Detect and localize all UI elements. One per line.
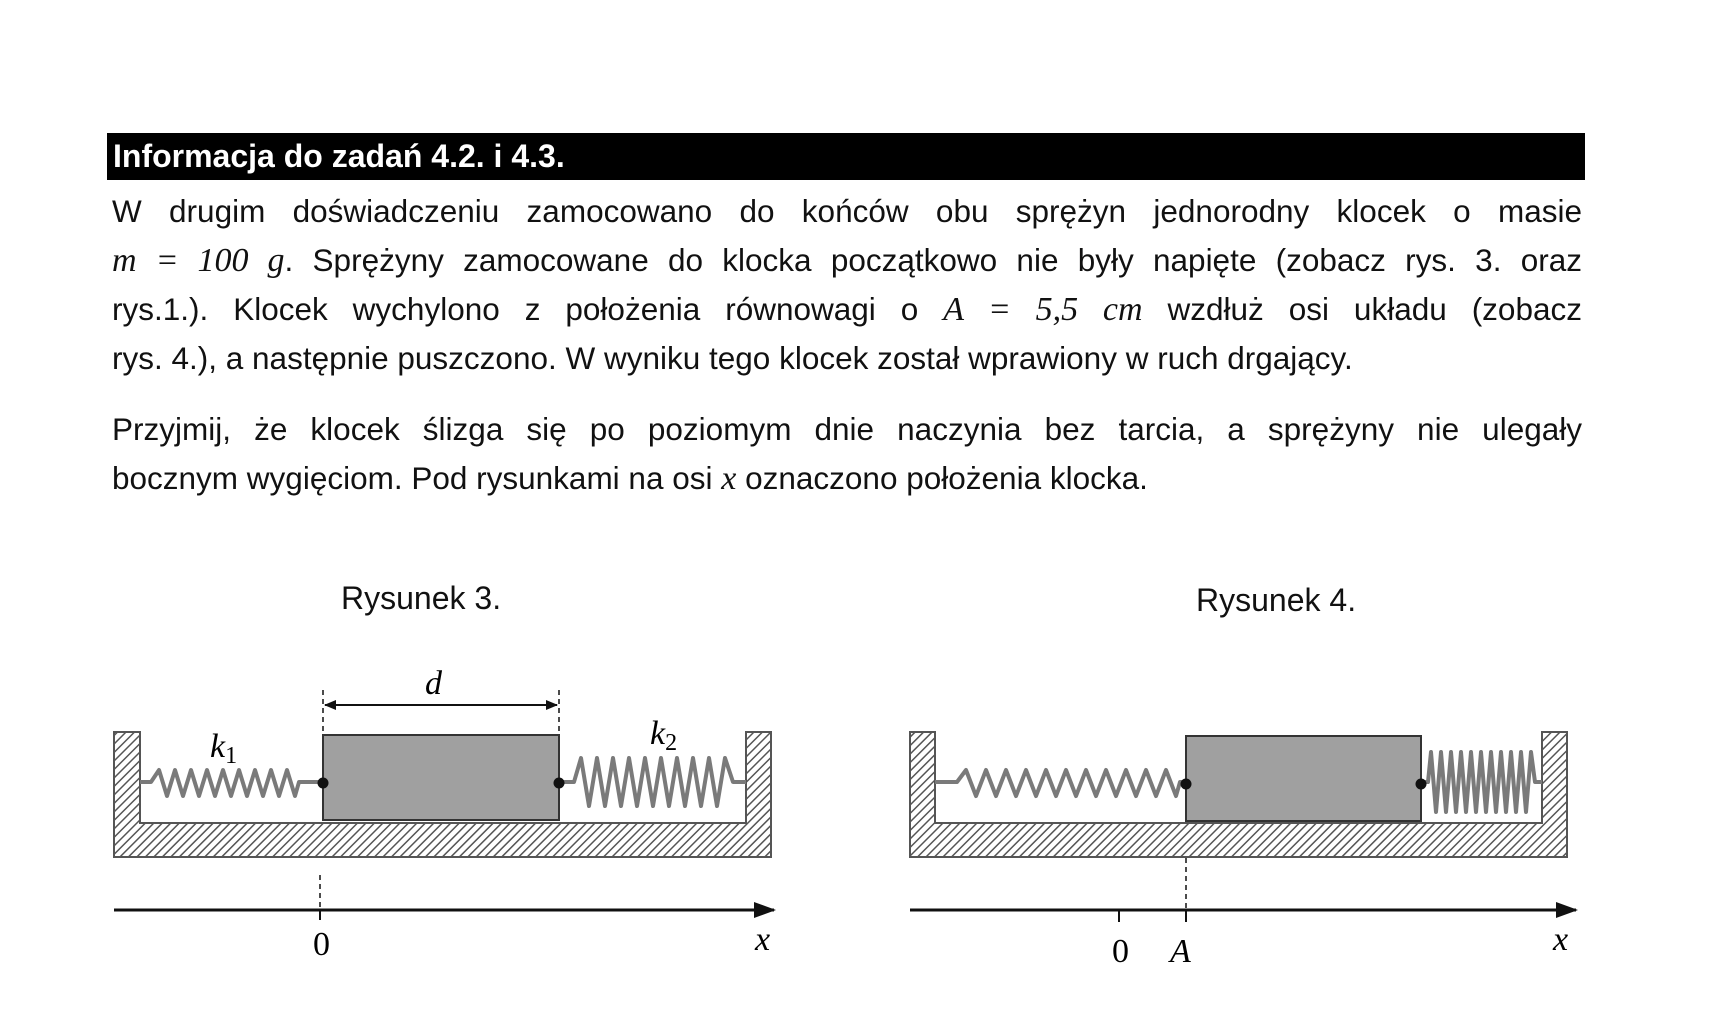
- figure4-title: Rysunek 4.: [1196, 582, 1357, 618]
- figure3-label-k1: k1: [210, 728, 238, 769]
- paragraph2-line2-post: oznaczono położenia klocka.: [745, 460, 1148, 496]
- paragraph2-line1: Przyjmij, że klocek ślizga się po poziomym dnie naczynia bez tarcia, a sprężyny nie ulegały: [112, 411, 1582, 447]
- figure3-label-k2: k2: [650, 715, 678, 756]
- figure4-block: [1186, 736, 1421, 821]
- figure4-tick-zero: 0: [1112, 933, 1129, 970]
- info-header: Informacja do zadań 4.2. i 4.3.: [107, 133, 1585, 180]
- mass-formula: m = 100 g: [112, 242, 285, 279]
- paragraph2-line2-pre: bocznym wygięciom. Pod rysunkami na osi: [112, 460, 713, 496]
- paragraph1-line3-pre: rys.1.). Klocek wychylono z położenia równowagi o: [112, 291, 919, 327]
- amplitude-formula: A = 5,5 cm: [943, 291, 1143, 328]
- figure3-spring-k1: [140, 770, 323, 796]
- figure3-axis-label: x: [755, 921, 771, 958]
- paragraph1-line4: rys. 4.), a następnie puszczono. W wyniku tego klocek został wprawiony w ruch drgający.: [112, 340, 1353, 376]
- paragraph1-line3-post: wzdłuż osi układu (zobacz: [1167, 291, 1582, 327]
- figure3-block: [323, 735, 559, 820]
- figure3-tick-zero: 0: [313, 926, 330, 963]
- figure4-spring-k2: [1421, 752, 1542, 812]
- figure4-joint-right: [1416, 779, 1427, 790]
- figure4-joint-left: [1181, 779, 1192, 790]
- figure3-spring-k2: [559, 758, 746, 806]
- figure4-tick-a: A: [1170, 933, 1191, 970]
- paragraph1-line2-text: . Sprężyny zamocowane do klocka początkowo nie były napięte (zobacz rys. 3. oraz: [284, 242, 1582, 278]
- paragraph1-line1: W drugim doświadczeniu zamocowano do końców obu sprężyn jednorodny klocek o masie: [112, 193, 1582, 229]
- axis-variable-x: x: [721, 460, 737, 497]
- figure3-joint-left: [318, 778, 329, 789]
- figure3-diagram: [114, 665, 774, 963]
- figure4-diagram: [910, 732, 1576, 970]
- figure3-title: Rysunek 3.: [341, 580, 502, 616]
- figure4-spring-k1: [935, 770, 1186, 796]
- figure3-label-d: d: [425, 665, 442, 702]
- figure3-joint-right: [554, 778, 565, 789]
- figure4-axis-label: x: [1553, 921, 1569, 958]
